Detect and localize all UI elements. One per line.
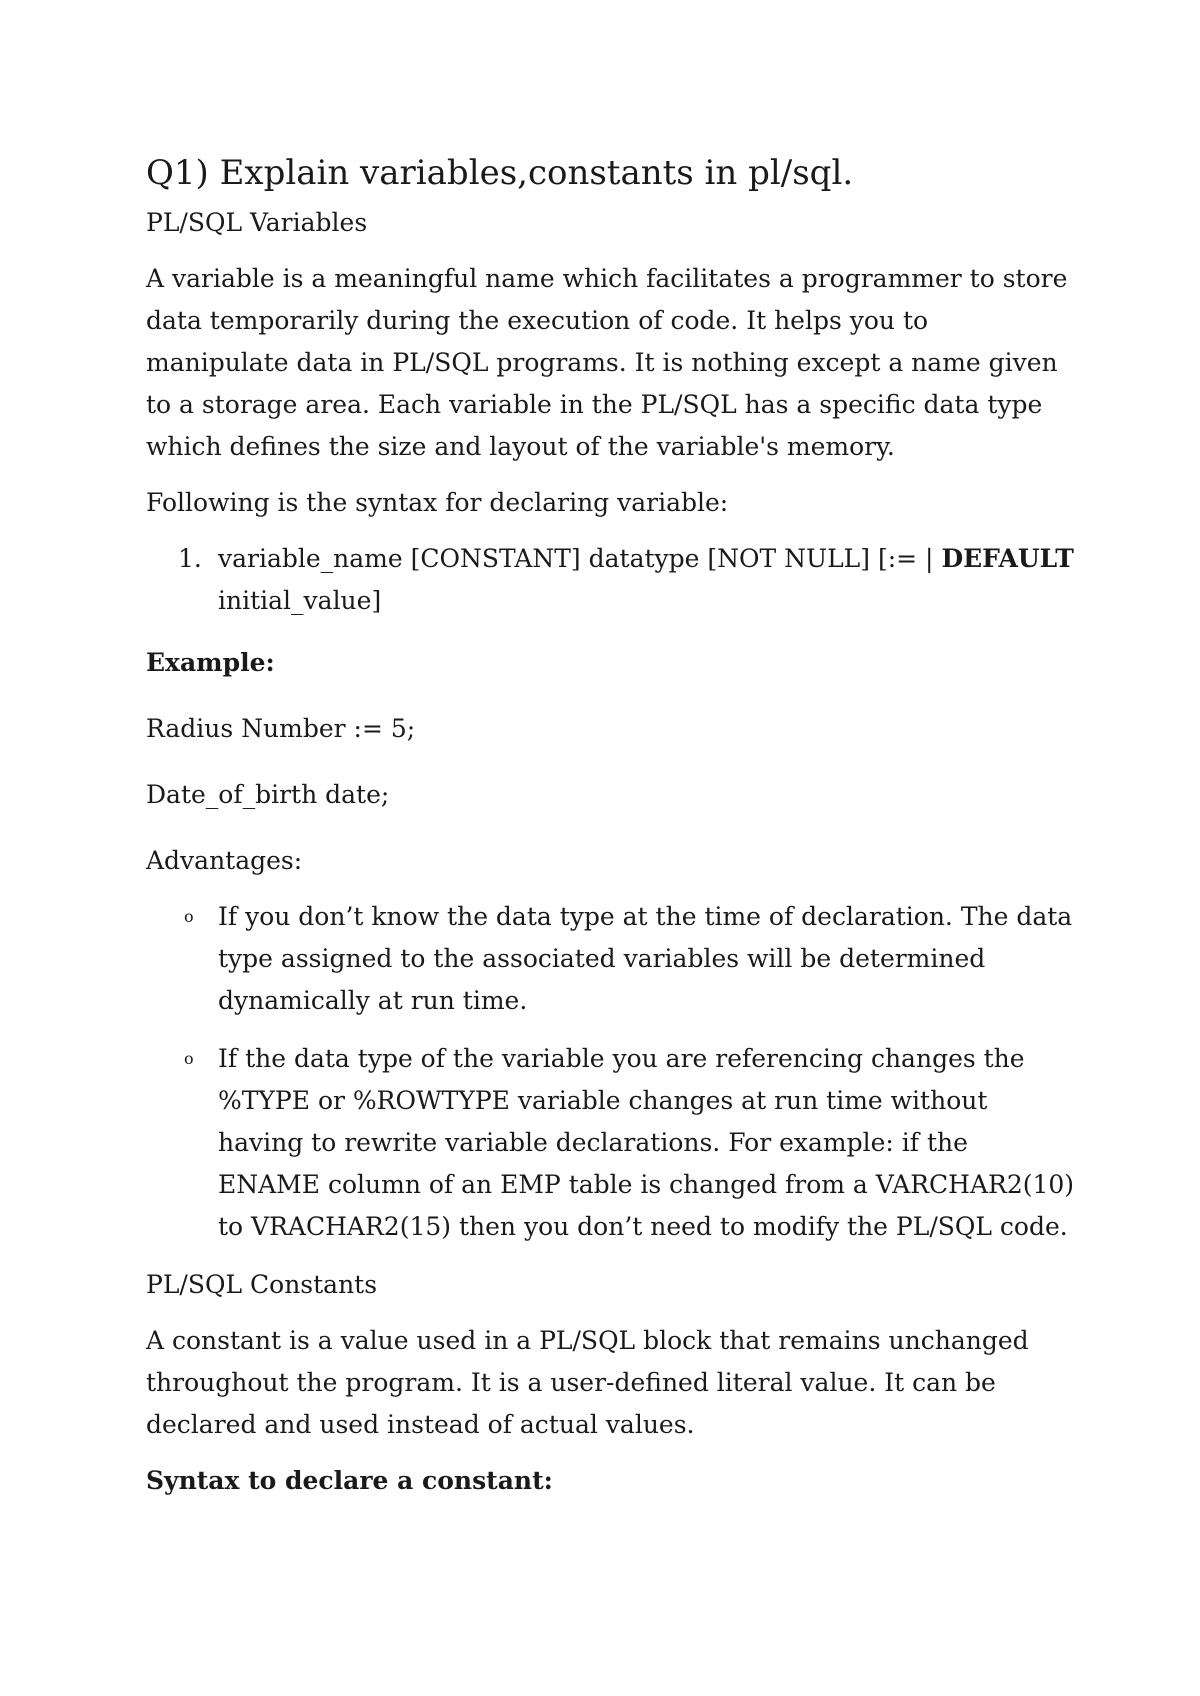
syntax-list <box>146 538 1076 622</box>
question-title: Q1) Explain variables,constants in pl/sql. <box>146 153 854 193</box>
syntax-intro: Following is the syntax for declaring variable: <box>146 488 729 517</box>
circle-bullet-icon: o <box>184 1049 194 1068</box>
syntax-list-item <box>146 538 1076 622</box>
advantage-item <box>146 1038 1076 1248</box>
syntax-text-before: variable_name [CONSTANT] datatype [NOT NULL] [:= | <box>218 544 942 573</box>
advantages-label: Advantages: <box>146 846 303 875</box>
advantage-text: If you don’t know the data type at the time of declaration. The data type assigned to the associated variables will be determined dynamically at run time. <box>218 902 1073 1015</box>
constants-heading: PL/SQL Constants <box>146 1270 378 1299</box>
constant-syntax-label: Syntax to declare a constant: <box>146 1466 553 1495</box>
list-number: 1. <box>178 544 202 573</box>
advantages-list <box>146 896 1076 1248</box>
example-line-radius: Radius Number := 5; <box>146 714 416 743</box>
variables-heading: PL/SQL Variables <box>146 208 368 237</box>
variables-paragraph: A variable is a meaningful name which facilitates a programmer to store data temporarily during the execution of code. It helps you to manipulate data in PL/SQL programs. It is nothing except a name given to a storage area. Each variable in the PL/SQL has a specific data type which defines the size and layout of the variable's memory. <box>146 264 1068 461</box>
syntax-default-keyword: DEFAULT <box>941 544 1074 573</box>
advantage-text: If the data type of the variable you are referencing changes the %TYPE or %ROWTYPE variable changes at run time without having to rewrite variable declarations. For example: if the ENAME column of an EMP table is changed from a VARCHAR2(10) to VRACHAR2(15) then you don’t need to modify the PL/SQL code. <box>218 1044 1075 1241</box>
advantage-item <box>146 896 1076 1022</box>
syntax-code <box>218 544 1074 615</box>
example-line-date-of-birth: Date_of_birth date; <box>146 780 390 809</box>
example-label: Example: <box>146 648 275 677</box>
circle-bullet-icon: o <box>184 907 194 926</box>
document-body <box>146 150 1076 1516</box>
constants-paragraph: A constant is a value used in a PL/SQL block that remains unchanged throughout the program. It is a user-defined literal value. It can be declared and used instead of actual values. <box>146 1326 1029 1439</box>
syntax-text-after: initial_value] <box>218 586 382 615</box>
